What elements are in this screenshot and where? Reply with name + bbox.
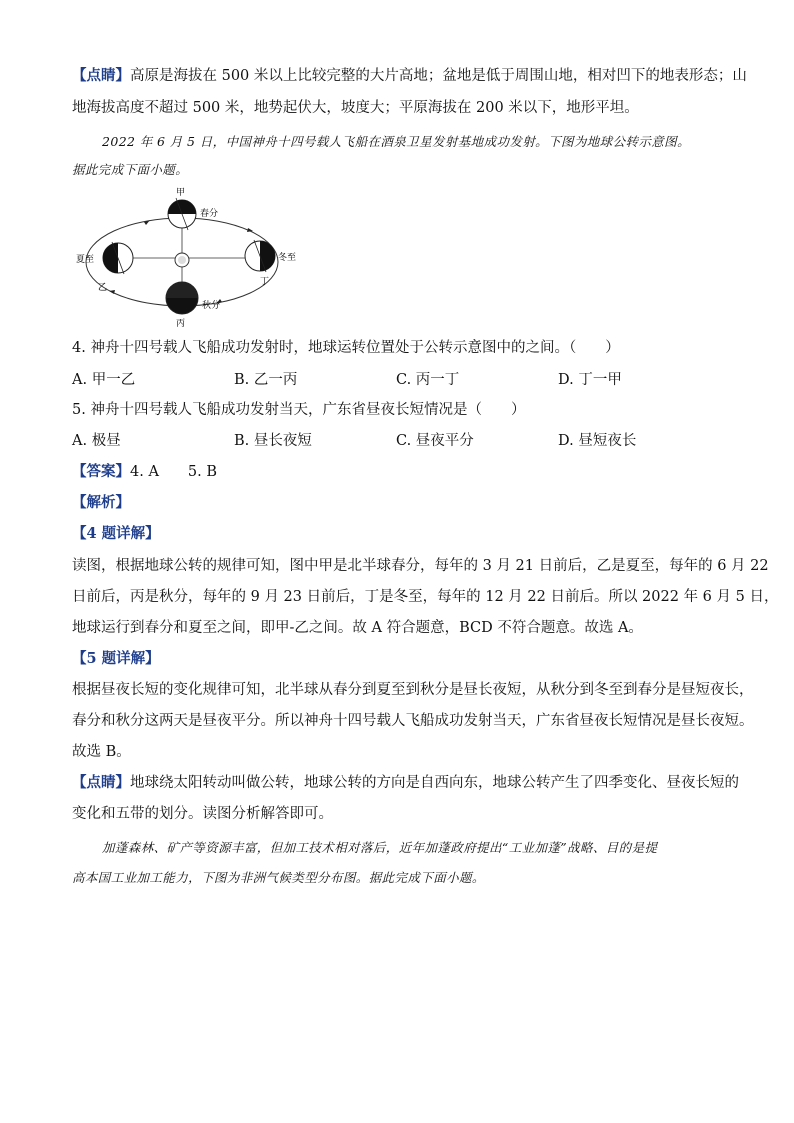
detail4-line-2: 日前后，丙是秋分，每年的 9 月 23 日前后，丁是冬至，每年的 12 月 22 日前后。所以 2022 年 6 月 5 日， [72, 589, 779, 605]
tip-text-1: 高原是海拔在 500 米以上比较完整的大片高地；盆地是低于周围山地，相对凹下的地表形态；山 [130, 68, 747, 84]
earth-autumn [166, 282, 198, 314]
label-bing: 丙 [176, 319, 186, 329]
tip2-line-1 [72, 773, 739, 793]
detail5-line-3: 故选 B。 [72, 744, 131, 760]
detail5-line-2: 春分和秋分这两天是昼夜平分。所以神舟十四号载人飞船成功发射当天，广东省昼夜长短情况是昼长夜短。 [72, 713, 754, 729]
q5-option-c[interactable]: C. 昼夜平分 [396, 433, 474, 449]
earth-revolution-diagram [72, 186, 312, 332]
q5-stem: 5. 神舟十四号载人飞船成功发射当天，广东省昼夜长短情况是（ ） [72, 402, 526, 418]
label-dongzhi: 冬至 [278, 253, 297, 263]
tip-tag: 【点睛】 [72, 67, 130, 84]
answer-tag: 【答案】 [72, 463, 130, 480]
detail5-tag: 【5 题详解】 [72, 650, 160, 667]
q5-option-d[interactable]: D. 昼短夜长 [558, 433, 637, 449]
answer-text: 4. A 5. B [130, 464, 218, 480]
tip-line-1 [72, 66, 747, 86]
q4-option-a[interactable]: A. 甲一乙 [72, 372, 136, 388]
analysis-tag: 【解析】 [72, 494, 130, 511]
q4-option-b[interactable]: B. 乙一丙 [234, 372, 298, 388]
q5-option-a[interactable]: A. 极昼 [72, 433, 121, 449]
intro2-line-2: 高本国工业加工能力，下图为非洲气候类型分布图。据此完成下面小题。 [72, 870, 485, 885]
intro2-line-1: 加蓬森林、矿产等资源丰富，但加工技术相对落后，近年加蓬政府提出“工业加蓬”战略、目的是提 [102, 840, 658, 855]
q4-stem: 4. 神舟十四号载人飞船成功发射时，地球运转位置处于公转示意图中的之间。（ ） [72, 340, 620, 356]
earth-winter [245, 240, 275, 272]
sun-inner [178, 256, 186, 264]
tip-line-2: 地海拔高度不超过 500 米，地势起伏大，坡度大；平原海拔在 200 米以下，地形平坦。 [72, 100, 639, 116]
tip2-text-1: 地球绕太阳转动叫做公转，地球公转的方向是自西向东，地球公转产生了四季变化、昼夜长短的 [130, 775, 739, 791]
tip2-tag: 【点睛】 [72, 774, 130, 791]
detail4-tag: 【4 题详解】 [72, 525, 160, 542]
q4-option-c[interactable]: C. 丙一丁 [396, 372, 460, 388]
earth-spring [168, 198, 196, 230]
label-chunfen: 春分 [200, 209, 219, 219]
intro-line-2: 据此完成下面小题。 [72, 162, 189, 177]
earth-summer [103, 242, 133, 274]
answer-line [72, 462, 217, 482]
label-jia: 甲 [176, 188, 186, 198]
detail5-line-1: 根据昼夜长短的变化规律可知，北半球从春分到夏至到秋分是昼长夜短，从秋分到冬至到春分是昼短夜长， [72, 682, 754, 698]
detail4-line-3: 地球运行到春分和夏至之间，即甲-乙之间。故 A 符合题意，BCD 不符合题意。故选 A。 [72, 620, 643, 636]
q5-option-b[interactable]: B. 昼长夜短 [234, 433, 312, 449]
q4-option-d[interactable]: D. 丁一甲 [558, 372, 622, 388]
label-qiufen: 秋分 [202, 301, 221, 311]
label-ding: 丁 [260, 277, 270, 287]
detail4-line-1: 读图，根据地球公转的规律可知，图中甲是北半球春分，每年的 3 月 21 日前后，乙是夏至，每年的 6 月 22 [72, 558, 769, 574]
label-yi: 乙 [98, 283, 108, 293]
label-xiazhi: 夏至 [76, 255, 95, 265]
tip2-line-2: 变化和五带的划分。读图分析解答即可。 [72, 806, 333, 822]
intro-line-1: 2022 年 6 月 5 日，中国神舟十四号载人飞船在酒泉卫星发射基地成功发射。下图为地球公转示意图。 [102, 134, 690, 149]
